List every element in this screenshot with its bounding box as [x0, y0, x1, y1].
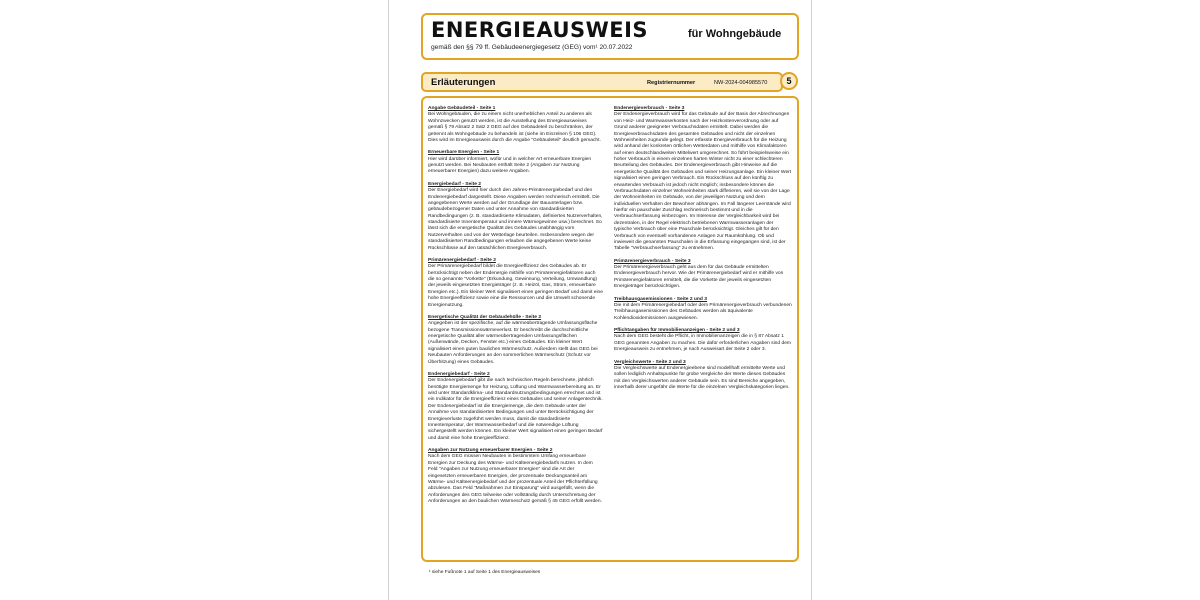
right-column: [614, 106, 792, 397]
registration-label: Registriernummer: [647, 80, 696, 86]
registration-number: NW-2024-004985570: [714, 80, 768, 86]
section-body: Angegeben ist der spezifische, auf die wärmeübertragende Umfassungsfläche bezogene Transmissionswärmeverlust. Er beschreibt die durchschnittliche energetische Qualität aller wärmeübertragenden Umfassungsflächen (Außenwände, Decken, Fenster etc.) eines Gebäudes. Ein kleiner Wert signalisiert einen guten baulichen Wärmeschutz. Außerdem stellt das GEG bei Neubauten Anforderungen an den sommerlichen Wärmeschutz (Schutz vor Überhitzung) eines Gebäudes.: [428, 321, 598, 365]
section-body: Der Endenergiebedarf gibt die nach technischen Regeln berechnete, jährlich benötigte Energiemenge für Heizung, Lüftung und Warmwasserbereitung an. Er wird unter Standardklima- und Standardnutzungsbedingungen errechnet und ist ein Indikator für die Energieeffizienz eines Gebäudes und seiner Anlagentechnik. Der Endenergiebedarf ist die Energiemenge, die dem Gebäude unter der Annahme von standardisierten Bedingungen und unter Berücksichtigung der Energieverluste zugeführt werden muss, damit die standardisierte Innentemperatur, der Warmwasserbedarf und die notwendige Lüftung sichergestellt werden können. Ein kleiner Wert signalisiert einen geringen Bedarf und damit eine hohe Energieeffizienz.: [428, 378, 603, 441]
section-body: Bei Wohngebäuden, die zu einem nicht unerheblichen Anteil zu anderen als Wohnzwecken genutzt werden, ist die Ausstellung des Energieausweises gemäß § 79 Absatz 2 Satz 2 GEG auf den Gebäudeteil zu beschränken, der getrennt als Wohngebäude zu behandeln ist (siehe im Einzelnen § 106 GEG). Dies wird im Energieausweis durch die Angabe "Gebäudeteil" deutlich gemacht.: [428, 112, 601, 143]
section-body: Hier wird darüber informiert, wofür und in welcher Art erneuerbare Energien genutzt werden. Bei Neubauten enthält Seite 2 (Angaben zur Nutzung erneuerbarer Energien) dazu weitere Angaben.: [428, 156, 592, 175]
section-body: Die mit dem Primärenergiebedarf oder dem Primärenergieverbrauch verbundenen Treibhausgasemissionen des Gebäudes werden als äquivalente Kohlendioxidemissionen ausgewiesen.: [614, 302, 792, 321]
section-heading: Energetische Qualität der Gebäudehülle - Seite 2: [428, 314, 542, 320]
section-heading: Endenergiebedarf - Seite 2: [428, 371, 490, 377]
section-erneuerbare-energien: [428, 150, 603, 176]
section-gebaeudeteil: [428, 106, 603, 144]
section-heading: Treibhausgasemissionen - Seite 2 und 3: [614, 296, 707, 302]
section-body: Der Endenergieverbrauch wird für das Gebäude auf der Basis der Abrechnungen von Heiz- und Warmwasserkosten nach der Heizkostenverordnung oder auf Grund anderer geeigneter Verbrauchsdaten ermittelt. Dabei werden die Energieverbrauchsdaten des gesamten Gebäudes und nicht der einzelnen Wohneinheiten zugrunde gelegt. Der erfasste Energieverbrauch für die Heizung wird anhand der konkreten örtlichen Wetterdaten und mithilfe von Klimafaktoren auf einen deutschlandweiten Mittelwert umgerechnet. So führt beispielsweise ein hoher Verbrauch in einem einzelnen harten Winter nicht zu einer schlechteren Beurteilung des Gebäudes. Der Endenergieverbrauch gibt Hinweise auf die energetische Qualität des Gebäudes und seiner Heizungsanlage. Ein kleiner Wert signalisiert einen geringen Verbrauch. Ein Rückschluss auf den künftig zu erwartenden Verbrauch ist jedoch nicht möglich; insbesondere können die Verbrauchsdaten einzelner Wohneinheiten stark differieren, weil sie von der Lage der Wohneinheiten im Gebäude, von der jeweiligen Nutzung und dem individuellen Verhalten der Bewohner abhängen. Im Fall längerer Leerstände wird hierfür ein pauschaler Zuschlag rechnerisch bestimmt und in die Verbrauchserfassung einbezogen. Im Interesse der Vergleichbarkeit wird bei dezentralen, in der Regel elektrisch betriebenen Warmwasseranlagen der typische Verbrauch über eine Pauschale berücksichtigt. Gleiches gilt für den Verbrauch von eventuell vorhandenen Anlagen zur Raumkühlung. Ob und inwieweit die genannten Pauschalen in die Erfassung eingegangen sind, ist der Tabelle "Verbrauchserfassung" zu entnehmen.: [614, 112, 792, 252]
document-subtitle: für Wohngebäude: [688, 28, 782, 40]
section-heading: Endenergieverbrauch - Seite 3: [614, 106, 685, 111]
section-vergleichswerte: [614, 360, 792, 392]
section-heading: Angaben zur Nutzung erneuerbarer Energien - Seite 2: [428, 448, 553, 453]
section-energiebedarf: [428, 182, 603, 252]
footnote: ¹ siehe Fußnote 1 auf Seite 1 des Energieausweises: [429, 570, 541, 575]
page-number-badge: 5: [780, 72, 798, 90]
section-heading: Angabe Gebäudeteil - Seite 1: [428, 106, 496, 111]
section-heading: Pflichtangaben für Immobilienanzeigen - Seite 2 und 3: [614, 328, 740, 333]
section-gebaeudehuelle: [428, 315, 603, 366]
section-heading: Erneuerbare Energien - Seite 1: [428, 150, 500, 156]
section-body: Der Primärenergiebedarf bildet die Energieeffizienz des Gebäudes ab. Er berücksichtigt neben der Endenergie mithilfe von Primärenergiefaktoren auch die so genannte "Vorkette" (Erkundung, Gewinnung, Verteilung, Umwandlung) der jeweils eingesetzten Energieträger (z. B. Heizöl, Gas, Strom, erneuerbare Energien etc.). Ein kleiner Wert signalisiert einen geringen Bedarf und damit eine hohe Energieeffizienz sowie eine die Ressourcen und die Umwelt schonende Energienutzung.: [428, 264, 603, 308]
section-body: Der Energiebedarf wird hier durch den Jahres-Primärenergiebedarf und den Endenergiebedarf dargestellt. Diese Angaben werden rechnerisch ermittelt. Die angegebenen Werte werden auf der Grundlage der Bauunterlagen bzw. gebäudebezogener Daten und unter Annahme von standardisierten Randbedingungen (z. B. standardisierte Klimadaten, definiertes Nutzerverhalten, standardisierte Innentemperatur und innere Wärmegewinne usw.) berechnet. So lässt sich die energetische Qualität des Gebäudes unabhängig vom Nutzerverhalten und von der Wetterlage beurteilen. Insbesondere wegen der standardisierten Randbedingungen erlauben die angegebenen Werte keine Rückschlüsse auf den tatsächlichen Energieverbrauch.: [428, 188, 603, 251]
section-header-bar: [421, 72, 783, 92]
section-heading: Vergleichswerte - Seite 2 und 3: [614, 359, 686, 365]
section-body: Die Vergleichswerte auf Endenergieebene sind modellhaft ermittelte Werte und sollen lediglich Anhaltspunkte für grobe Vergleiche der Werte dieses Gebäudes mit den Vergleichswerten anderer Gebäude sein. Es sind Bereiche angegeben, innerhalb derer ungefähr die Werte für die einzelnen Vergleichskategorien liegen.: [614, 365, 790, 390]
section-primaerenergieverbrauch: [614, 259, 792, 291]
section-body: Nach dem GEG besteht die Pflicht, in Immobilienanzeigen die in § 87 Absatz 1 GEG genannten Angaben zu machen. Die dafür erforderlichen Angaben sind dem Energieausweis zu entnehmen, je nach Ausweisart der Seite 2 oder 3.: [614, 334, 791, 353]
section-endenergieverbrauch: [614, 106, 792, 253]
section-title: Erläuterungen: [431, 77, 496, 88]
explanations-box: [421, 96, 799, 562]
section-heading: Energiebedarf - Seite 2: [428, 181, 481, 187]
title-box: [421, 13, 799, 60]
section-heading: Primärenergiebedarf - Seite 2: [428, 257, 496, 263]
section-heading: Primärenergieverbrauch - Seite 3: [614, 258, 691, 264]
section-primaerenergiebedarf: [428, 258, 603, 309]
section-pflichtangaben: [614, 328, 792, 354]
document-page: [389, 0, 811, 600]
section-body: Der Primärenergieverbrauch geht aus dem für das Gebäude ermittelten Endenergieverbrauch hervor. Wie der Primärenergiebedarf wird er mithilfe von Primärenergiefaktoren ermittelt, die die Vorkette der jeweils eingesetzten Energieträger berücksichtigen.: [614, 265, 784, 290]
section-nutzung-erneuerbarer-energien: [428, 448, 603, 505]
section-body: Nach dem GEG müssen Neubauten in bestimmtem Umfang erneuerbare Energien zur Deckung des Wärme- und Kälteenergiebedarfs nutzen. In dem Feld "Angaben zur Nutzung erneuerbarer Energien" sind die Art der eingesetzten erneuerbaren Energien, der prozentuale Deckungsanteil am Wärme- und Kälteenergiebedarf und der prozentuale Anteil der Pflichterfüllung abzulesen. Das Feld "Maßnahmen zur Einsparung" wird ausgefüllt, wenn die Anforderungen des GEG teilweise oder vollständig durch Unterschreitung der Anforderungen an den baulichen Wärmeschutz gemäß § 45 GEG erfüllt werden.: [428, 454, 602, 504]
viewer-right-edge: [811, 0, 812, 600]
left-column: [428, 106, 603, 511]
section-endenergiebedarf: [428, 372, 603, 442]
law-reference: gemäß den §§ 79 ff. Gebäudeenergiegesetz (GEG) vom¹ 20.07.2022: [431, 44, 633, 51]
section-treibhausgasemissionen: [614, 297, 792, 323]
document-title: ENERGIEAUSWEIS: [431, 18, 649, 42]
